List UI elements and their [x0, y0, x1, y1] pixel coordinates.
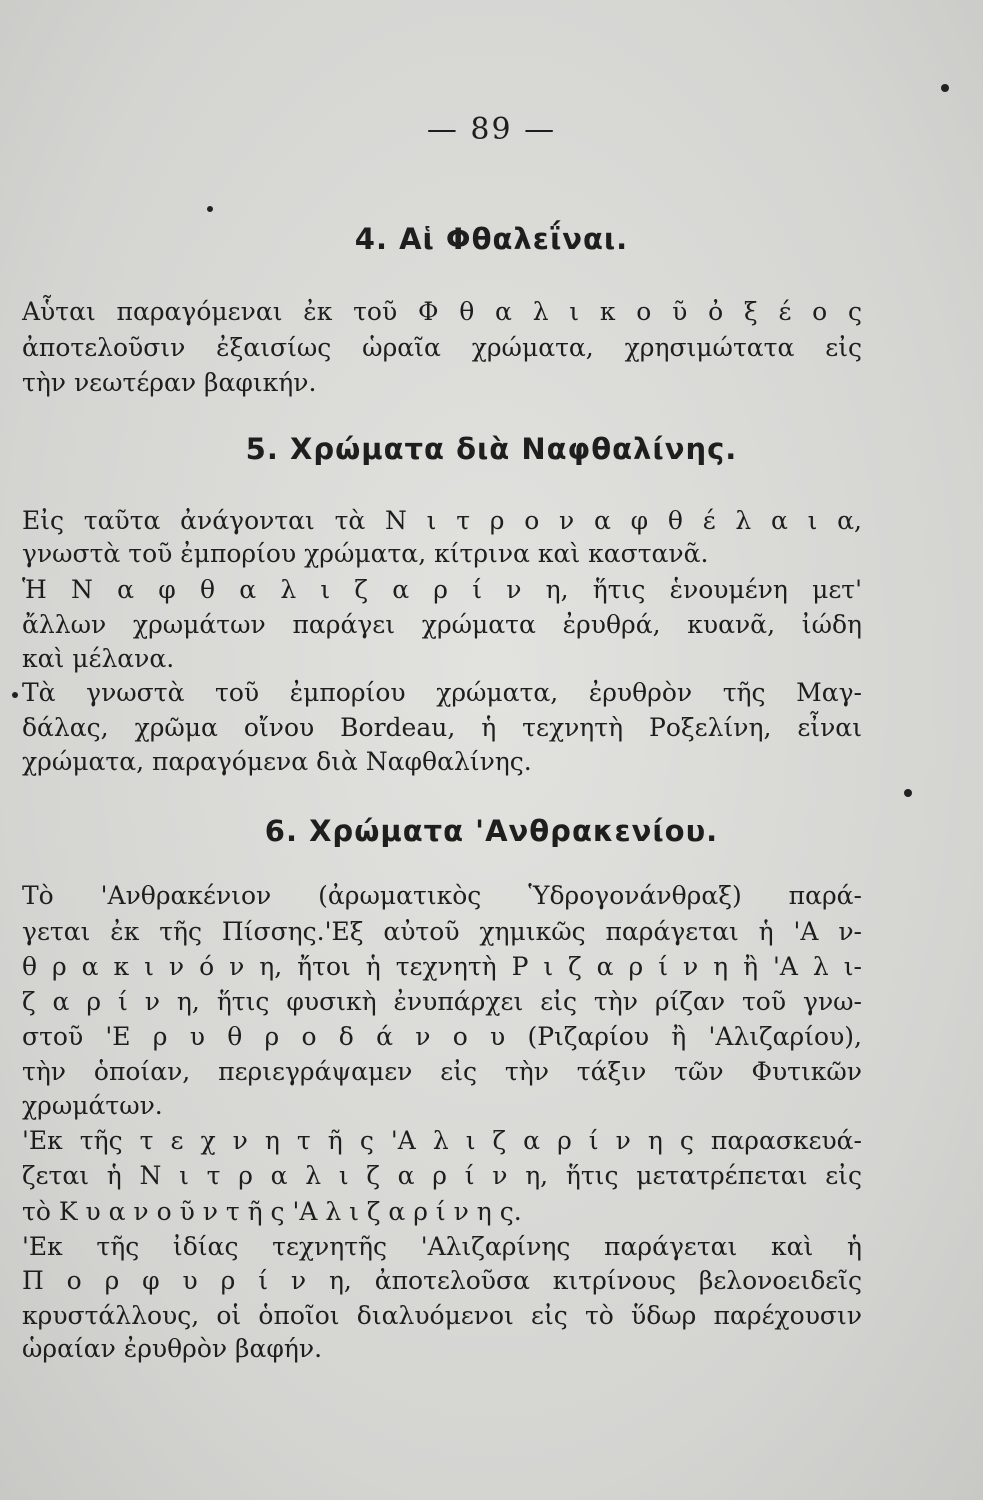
- text-line: καὶ μέλανα.: [22, 644, 175, 673]
- text-line: ἀποτελοῦσιν ἐξαισίως ὡραῖα χρώματα, χρησιμώτατα εἰς: [22, 333, 862, 362]
- section-heading-6: 6. Χρώματα 'Ανθρακενίου.: [264, 814, 719, 848]
- text-line: Π ο ρ φ υ ρ ί ν η, ἀποτελοῦσα κιτρίνους βελονοειδεῖς: [22, 1266, 862, 1295]
- ink-speck: [207, 206, 213, 212]
- text-line: Ἡ Ν α φ θ α λ ι ζ α ρ ί ν η, ἥτις ἑνουμένη μετ': [22, 575, 862, 604]
- text-line: ἄλλων χρωμάτων παράγει χρώματα ἐρυθρά, κυανᾶ, ἰώδη: [22, 610, 862, 639]
- text-line: δάλας, χρῶμα οἴνου Bordeau, ἡ τεχνητὴ Ροξελίνη, εἶναι: [22, 713, 862, 742]
- section-heading-4: 4. Αἱ Φθαλεΐναι.: [354, 222, 629, 256]
- text-line: τὴν νεωτέραν βαφικήν.: [22, 368, 317, 397]
- text-line: 'Εκ τῆς τ ε χ ν η τ ῆ ς 'Α λ ι ζ α ρ ί ν η ς παρασκευά-: [22, 1126, 862, 1155]
- text-line: 'Εκ τῆς ἰδίας τεχνητῆς 'Αλιζαρίνης παράγεται καὶ ἡ: [22, 1232, 862, 1261]
- text-line: χρώματα, παραγόμενα διὰ Ναφθαλίνης.: [22, 747, 532, 776]
- text-line: Τὰ γνωστὰ τοῦ ἐμπορίου χρώματα, ἐρυθρὸν τῆς Μαγ-: [22, 678, 862, 707]
- text-line: θ ρ α κ ι ν ό ν η, ἤτοι ἡ τεχνητὴ Ρ ι ζ α ρ ί ν η ἢ 'Α λ ι-: [22, 952, 862, 981]
- text-line: Τὸ 'Ανθρακένιον (ἀρωματικὸς Ὑδρογονάνθραξ) παρά-: [22, 881, 862, 910]
- ink-speck: [904, 789, 912, 797]
- text-line: τὴν ὁποίαν, περιεγράψαμεν εἰς τὴν τάξιν τῶν Φυτικῶν: [22, 1057, 862, 1086]
- page-number: — 89 —: [426, 112, 557, 147]
- text-line: στοῦ 'Ε ρ υ θ ρ ο δ ά ν ο υ (Ριζαρίου ἢ 'Αλιζαρίου),: [22, 1022, 862, 1051]
- ink-speck: [12, 692, 18, 698]
- text-line: τὸ Κ υ α ν ο ῦ ν τ ῆ ς 'Α λ ι ζ α ρ ί ν η ς.: [22, 1197, 522, 1226]
- text-line: γνωστὰ τοῦ ἐμπορίου χρώματα, κίτρινα καὶ καστανᾶ.: [22, 539, 709, 568]
- text-line: κρυστάλλους, οἱ ὁποῖοι διαλυόμενοι εἰς τὸ ὕδωρ παρέχουσιν: [22, 1301, 862, 1330]
- text-line: γεται ἐκ τῆς Πίσσης.'Εξ αὐτοῦ χημικῶς παράγεται ἡ 'Α ν-: [22, 917, 862, 946]
- text-line: χρωμάτων.: [22, 1091, 163, 1120]
- text-line: Αὗται παραγόμεναι ἐκ τοῦ Φ θ α λ ι κ ο ῦ ὀ ξ έ ο ς: [22, 297, 862, 326]
- section-heading-5: 5. Χρώματα διὰ Ναφθαλίνης.: [245, 432, 738, 466]
- ink-speck: [941, 84, 949, 92]
- text-line: ζεται ἡ Ν ι τ ρ α λ ι ζ α ρ ί ν η, ἥτις μετατρέπεται εἰς: [22, 1161, 862, 1190]
- text-line: ὡραίαν ἐρυθρὸν βαφήν.: [22, 1334, 323, 1363]
- text-line: Εἰς ταῦτα ἀνάγονται τὰ Ν ι τ ρ ο ν α φ θ έ λ α ι α,: [22, 506, 862, 535]
- text-line: ζ α ρ ί ν η, ἥτις φυσικὴ ἐνυπάρχει εἰς τὴν ρίζαν τοῦ γνω-: [22, 987, 862, 1016]
